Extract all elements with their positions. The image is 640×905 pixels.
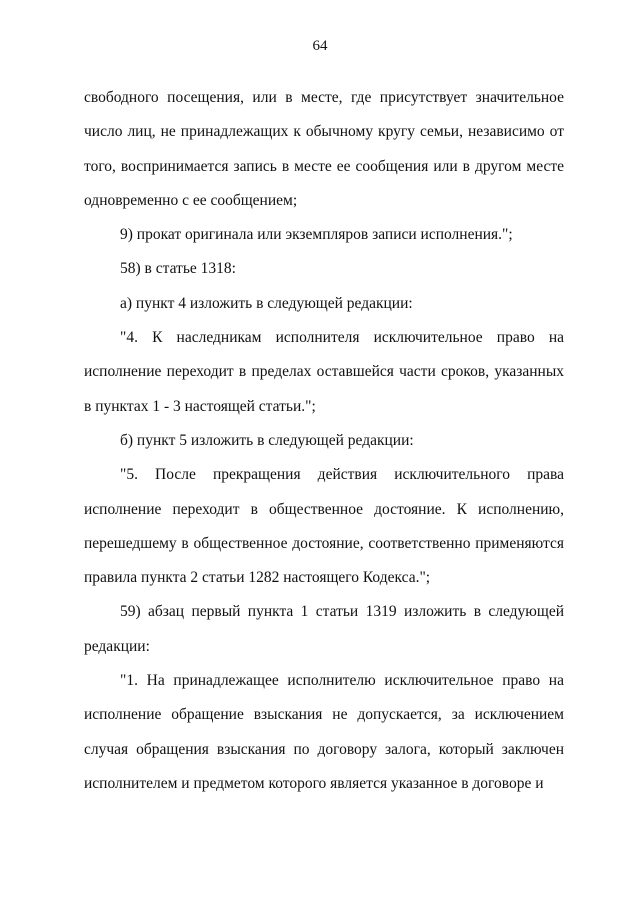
paragraph-subitem-a: а) пункт 4 изложить в следующей редакции: bbox=[120, 294, 413, 312]
paragraph-subitem-b: б) пункт 5 изложить в следующей редакции: bbox=[120, 431, 414, 449]
paragraph-continuation: свободного посещения, или в месте, где присутствует значительное число лиц, не принадлежащих к обычному кругу семьи, независимо от того, воспринимается запись в месте ее сообщения или в другом месте одновременно с ее сообщением; bbox=[84, 89, 564, 209]
paragraph-point-1: "1. На принадлежащее исполнителю исключительное право на исполнение обращение взыскания не допускается, за исключением случая обращения взыскания по договору залога, который заключен исполнителем и предметом которого является указанное в договоре и bbox=[84, 672, 564, 792]
paragraph-item-58: 58) в статье 1318: bbox=[120, 260, 236, 278]
paragraph-item-59: 59) абзац первый пункта 1 статьи 1319 изложить в следующей редакции: bbox=[84, 603, 564, 655]
paragraph-point-5: "5. После прекращения действия исключительного права исполнение переходит в общественное достояние. К исполнению, перешедшему в общественное достояние, соответственно применяются правила пункта 2 статьи 1282 настоящего Кодекса."; bbox=[84, 466, 564, 587]
paragraph-point-4: "4. К наследникам исполнителя исключительное право на исполнение переходит в пределах оставшейся части сроков, указанных в пунктах 1 - 3 настоящей статьи."; bbox=[84, 329, 564, 415]
paragraph-item-9: 9) прокат оригинала или экземпляров записи исполнения."; bbox=[120, 226, 513, 244]
page-number: 64 bbox=[312, 38, 328, 54]
document-body bbox=[84, 81, 564, 801]
